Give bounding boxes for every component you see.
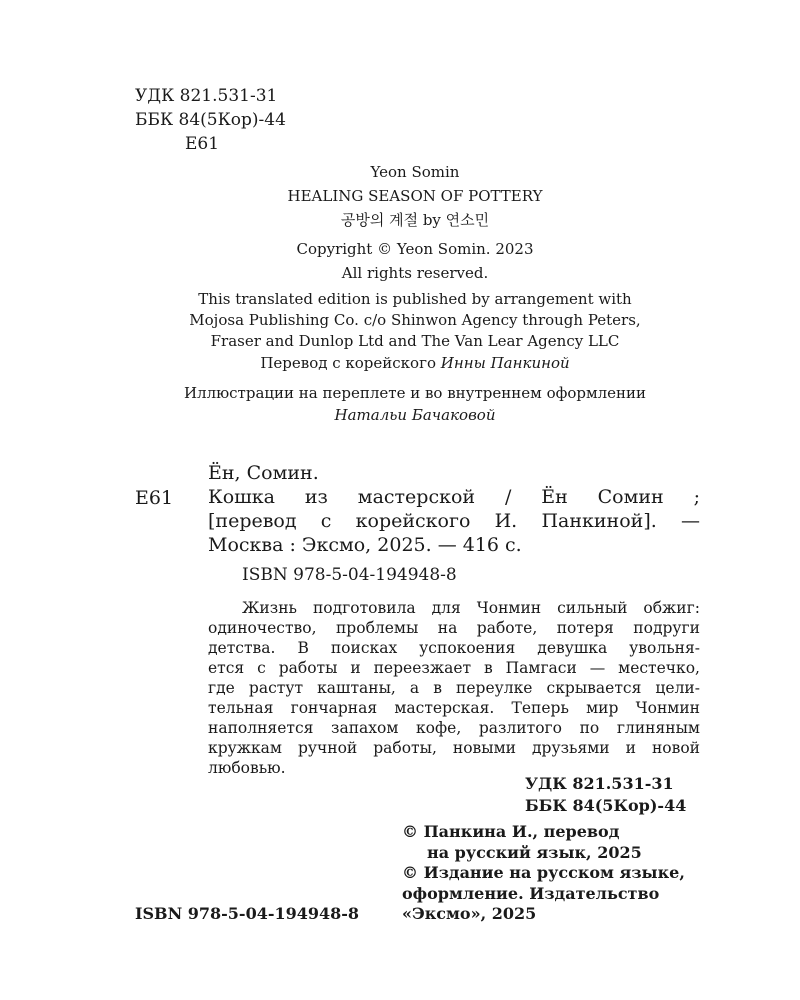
- annotation-line: детства. В поисках успокоения девушка увольня-: [208, 639, 700, 657]
- catalog-mark: Е61: [135, 487, 174, 509]
- translator-name: Инны Панкиной: [440, 354, 570, 372]
- catalog-bbk: ББК 84(5Кор)-44: [525, 796, 687, 815]
- illustrator-name: Натальи Бачаковой: [334, 406, 496, 424]
- annotation-line: кружкам ручной работы, новыми друзьями и новой: [208, 739, 700, 757]
- catalog-entry-line: Москва : Эксмо, 2025. — 416 с.: [208, 534, 522, 556]
- annotation-line: одиночество, проблемы на работе, потеря подруги: [208, 619, 700, 637]
- footer-copyright-line: «Эксмо», 2025: [402, 904, 537, 923]
- original-author: Yeon Somin: [370, 163, 460, 181]
- catalog-heading: Ён, Сомин.: [208, 462, 319, 484]
- translation-prefix: Перевод с корейского: [260, 354, 441, 372]
- translation-credit: [130, 354, 700, 372]
- annotation-line: наполняется запахом кофе, разлитого по глиняным: [208, 719, 700, 737]
- udk-code: УДК 821.531-31: [135, 86, 278, 106]
- catalog-udk: УДК 821.531-31: [525, 774, 674, 793]
- catalog-entry-line: Кошка из мастерской / Ён Сомин ;: [208, 486, 700, 508]
- catalog-isbn: ISBN 978-5-04-194948-8: [242, 565, 457, 585]
- illustration-line: Иллюстрации на переплете и во внутреннем оформлении: [183, 384, 647, 402]
- footer-copyright-line: © Панкина И., перевод: [402, 822, 620, 841]
- arrangement-line: Mojosa Publishing Co. c/o Shinwon Agency through Peters,: [189, 311, 641, 329]
- annotation: [208, 598, 700, 778]
- catalog-entry: [208, 485, 700, 557]
- arrangement-line: This translated edition is published by arrangement with: [198, 290, 632, 308]
- original-title-ko: 공방의 계절 by 연소민: [340, 211, 490, 229]
- footer-isbn: ISBN 978-5-04-194948-8: [135, 904, 360, 923]
- footer-copyright-line: оформление. Издательство: [402, 883, 660, 903]
- annotation-line: где растут каштаны, а в переулке скрывается цели-: [208, 679, 700, 697]
- arrangement-block: [130, 289, 700, 352]
- footer-copyright-line: © Издание на русском языке,: [402, 863, 685, 882]
- footer-copyright-line: на русский язык, 2025: [427, 842, 642, 862]
- annotation-line: тельная гончарная мастерская. Теперь мир Чонмин: [208, 699, 700, 717]
- arrangement-line: Fraser and Dunlop Ltd and The Van Lear Agency LLC: [210, 332, 620, 350]
- author-mark: Е61: [185, 134, 220, 154]
- annotation-line: ется с работы и переезжает в Памгаси — местечко,: [208, 659, 700, 677]
- illustration-credit: [130, 382, 700, 426]
- original-copyright: Copyright © Yeon Somin. 2023: [296, 240, 534, 258]
- copyright-block: [130, 237, 700, 285]
- annotation-line: Жизнь подготовила для Чонмин сильный обжиг:: [242, 599, 700, 617]
- original-rights: All rights reserved.: [341, 264, 489, 282]
- annotation-line: любовью.: [208, 759, 286, 777]
- catalog-entry-line: [перевод с корейского И. Панкиной]. —: [208, 510, 700, 532]
- original-title-en: HEALING SEASON OF POTTERY: [287, 187, 543, 205]
- footer-copyright-block: [402, 822, 685, 925]
- original-edition-block: [130, 160, 700, 232]
- bbk-code: ББК 84(5Кор)-44: [135, 110, 286, 130]
